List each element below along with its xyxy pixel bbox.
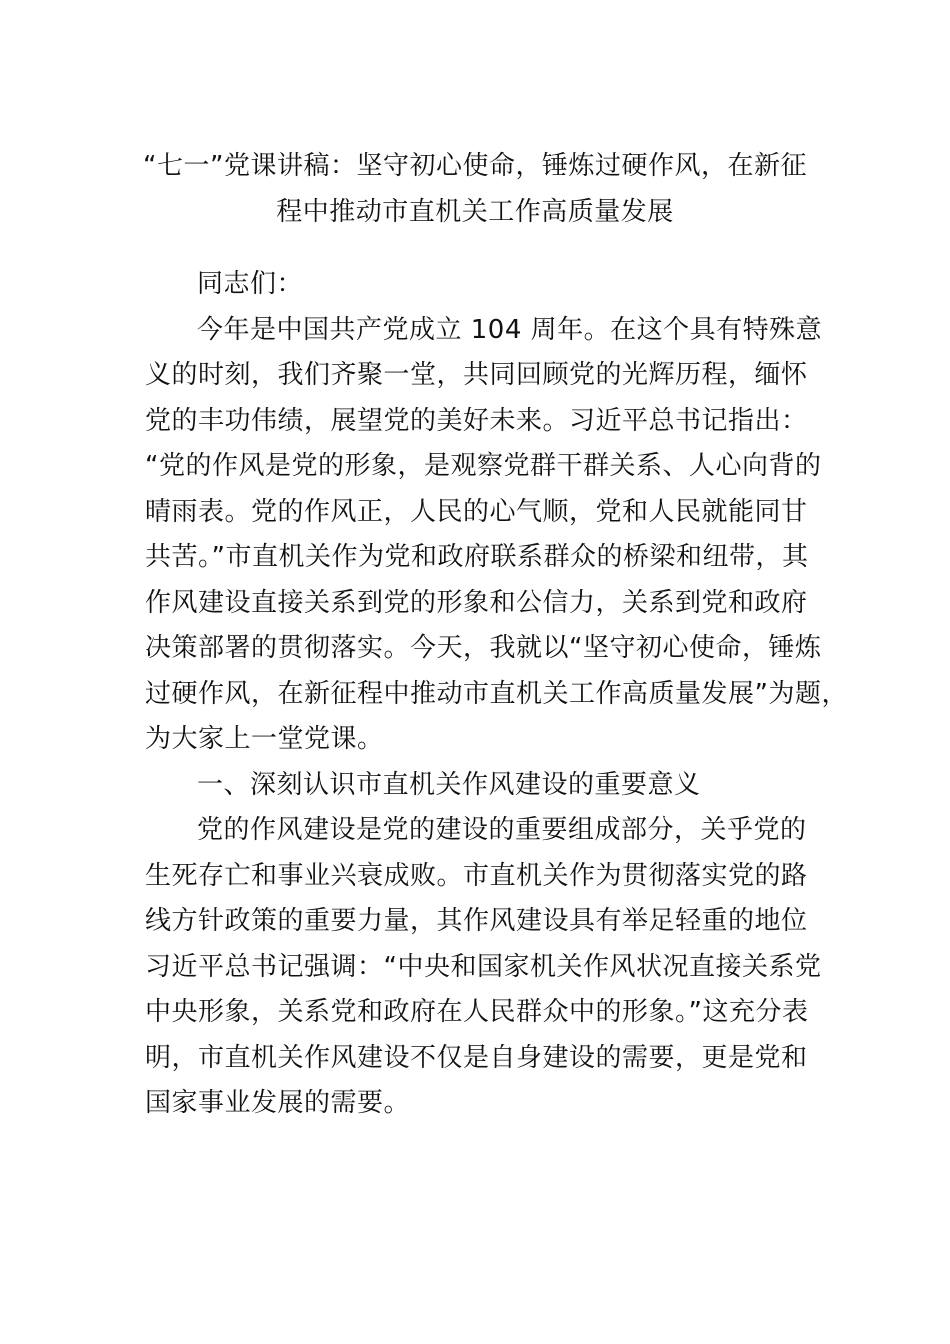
paragraph-line: “党的作风是党的形象，是观察党群干群关系、人心向背的 [145, 451, 822, 481]
paragraph-line: 习近平总书记强调：“中央和国家机关作风状况直接关系党 [145, 951, 822, 982]
paragraph-line: 过硬作风，在新征程中推动市直机关工作高质量发展”为题， [145, 678, 848, 709]
paragraph-line: 党的丰功伟绩，展望党的美好未来。习近平总书记指出： [145, 405, 808, 436]
paragraph-line: 作风建设直接关系到党的形象和公信力，关系到党和政府 [145, 587, 808, 618]
paragraph-line: 晴雨表。党的作风正，人民的心气顺，党和人民就能同甘 [145, 496, 808, 527]
paragraph-line: 今年是中国共产党成立 104 周年。在这个具有特殊意 [197, 314, 823, 345]
document-body [145, 262, 848, 1127]
title-line-2: 程中推动市直机关工作高质量发展 [276, 196, 674, 227]
paragraph-line: 义的时刻，我们齐聚一堂，共同回顾党的光辉历程，缅怀 [145, 360, 808, 390]
paragraph-line: 为大家上一堂党课。 [145, 724, 384, 754]
paragraph-line: 生死存亡和事业兴衰成败。市直机关作为贯彻落实党的路 [145, 860, 808, 891]
title-line-1: “七一”党课讲稿：坚守初心使命，锤炼过硬作风，在新征 [143, 151, 807, 181]
paragraph-line: 明，市直机关作风建设不仅是自身建设的需要，更是党和 [145, 1042, 808, 1073]
paragraph-line: 国家事业发展的需要。 [145, 1088, 411, 1118]
paragraph-line: 共苦。”市直机关作为党和政府联系群众的桥梁和纽带，其 [145, 542, 809, 572]
section-heading: 一、深刻认识市直机关作风建设的重要意义 [197, 769, 701, 800]
paragraph-line: 中央形象，关系党和政府在人民群众中的形象。”这充分表 [145, 997, 809, 1027]
document-title [140, 144, 810, 235]
paragraph-line: 党的作风建设是党的建设的重要组成部分，关乎党的 [197, 815, 807, 845]
paragraph-line: 决策部署的贯彻落实。今天，我就以“坚守初心使命，锤炼 [145, 633, 822, 663]
paragraph-line: 线方针政策的重要力量，其作风建设具有举足轻重的地位 [145, 906, 808, 936]
greeting: 同志们： [197, 269, 304, 299]
